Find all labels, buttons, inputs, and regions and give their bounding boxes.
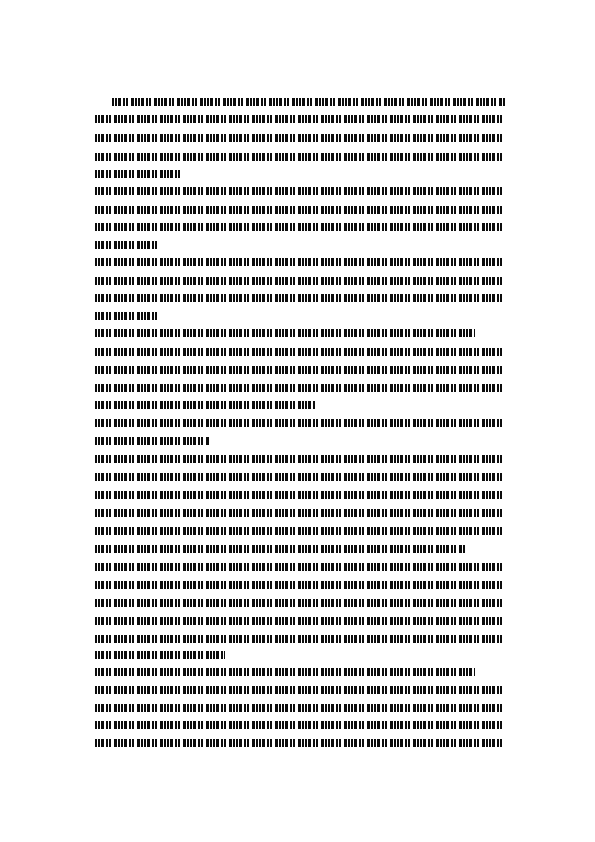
text-line — [95, 401, 315, 409]
text-line — [95, 348, 505, 356]
text-line — [95, 686, 505, 694]
text-line — [95, 581, 505, 589]
text-line — [95, 134, 505, 142]
text-line — [95, 329, 475, 337]
text-line — [95, 153, 505, 161]
text-line — [95, 419, 505, 427]
text-line — [95, 617, 505, 625]
text-line — [95, 599, 505, 607]
text-line — [95, 241, 160, 249]
text-line — [95, 545, 465, 553]
text-line — [95, 187, 505, 195]
text-line — [95, 312, 160, 320]
text-line — [95, 668, 475, 676]
text-line — [95, 704, 505, 712]
text-line — [95, 223, 505, 231]
text-line — [95, 366, 505, 374]
text-line — [95, 258, 505, 266]
text-line — [95, 115, 505, 123]
text-line — [95, 170, 180, 178]
text-line — [95, 437, 210, 445]
text-line — [95, 651, 225, 659]
text-line — [95, 491, 505, 499]
text-line — [95, 473, 505, 481]
text-line — [95, 206, 505, 214]
text-line — [95, 739, 505, 747]
text-line — [95, 294, 505, 302]
text-line — [95, 277, 505, 285]
text-line — [95, 635, 505, 643]
text-line — [95, 527, 505, 535]
text-line — [95, 455, 505, 463]
text-line — [95, 563, 505, 571]
text-line — [95, 509, 505, 517]
text-line — [112, 98, 505, 106]
text-line — [95, 721, 505, 729]
text-line — [95, 384, 505, 392]
